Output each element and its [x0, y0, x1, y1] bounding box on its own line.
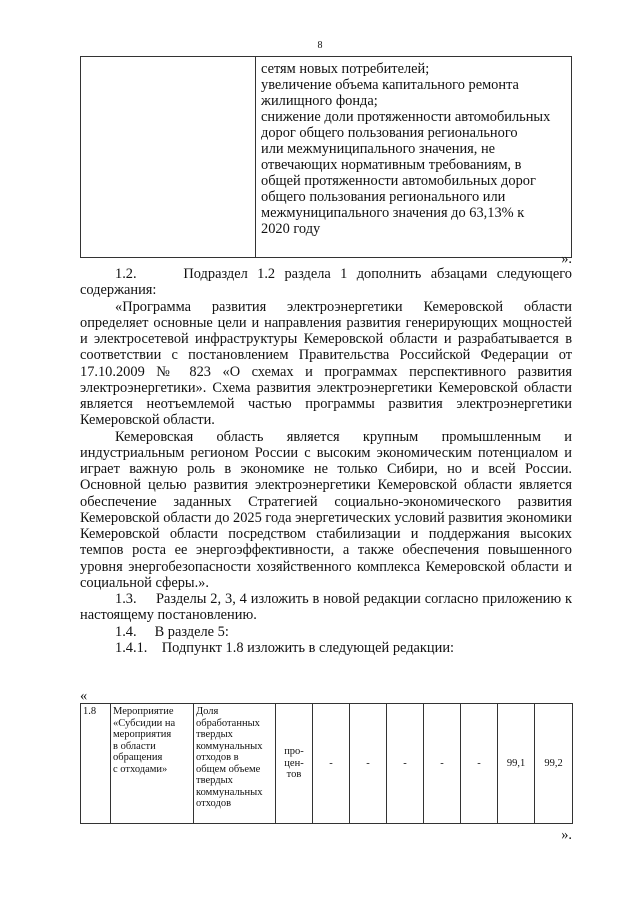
table-line: дорог общего пользования регионального — [261, 125, 518, 141]
continued-table-right-cell — [256, 57, 572, 258]
table-line: отвечающих нормативным требованиям, в — [261, 157, 522, 173]
table-line: общего пользования регионального или — [261, 189, 506, 205]
table-row — [81, 704, 573, 824]
continued-table-left-cell — [81, 57, 256, 258]
table-line: жилищного фонда; — [261, 93, 378, 109]
paragraph-1-2: 1.2. Подраздел 1.2 раздела 1 дополнить абзацами следующего содержания: — [80, 266, 572, 299]
paragraph-1-4: 1.4. В разделе 5: — [115, 623, 229, 640]
opening-quote: « — [80, 688, 88, 704]
indicator-name-cell: Доля обработанных твердых коммунальных отходов в общем объеме твердых коммунальных отходов — [194, 704, 276, 824]
closing-quote: ». — [561, 251, 572, 267]
table-line: увеличение объема капитального ремонта — [261, 77, 519, 93]
page-number: 8 — [317, 40, 323, 51]
indicator-table — [80, 703, 573, 824]
paragraph-region: Кемеровская область является крупным промышленным и индустриальным регионом России с высоким экономическим потенциалом и играет важную роль в экономике не только Сибири, но и всей России. Основной целью развития электроэнергетики Кемеровской области является обеспечение заданных Стратегией социально-экономического развития Кемеровской области до 2025 года энергетических условий развития экономики Кемеровской области посредством стабилизации и поддержания высоких темпов роста ее энергоэффективности, а также обеспечения повышенного уровня энергобезопасности хозяйственного комплекса Кемеровской области и социальной сферы.». — [80, 428, 572, 591]
value-cell: - — [313, 704, 350, 824]
table-line: 2020 году — [261, 221, 321, 237]
value-cell: - — [424, 704, 461, 824]
closing-quote: ». — [561, 827, 572, 843]
table-line: общей протяженности автомобильных дорог — [261, 173, 536, 189]
table-line: снижение доли протяженности автомобильных — [261, 109, 551, 125]
value-cell: 99,1 — [498, 704, 535, 824]
event-name-cell: Мероприятие «Субсидии на мероприятия в области обращения с отходами» — [111, 704, 194, 824]
value-cell: - — [387, 704, 424, 824]
paragraph-1-4-1: 1.4.1. Подпункт 1.8 изложить в следующей редакции: — [115, 639, 455, 656]
paragraph-1-3: 1.3. Разделы 2, 3, 4 изложить в новой редакции согласно приложению к настоящему постановлению. — [80, 591, 572, 624]
table-line: сетям новых потребителей; — [261, 61, 430, 77]
value-cell: 99,2 — [535, 704, 573, 824]
unit-cell: про- цен- тов — [276, 704, 313, 824]
document-body — [80, 266, 572, 656]
paragraph-program: «Программа развития электроэнергетики Кемеровской области определяет основные цели и направления развития генерирующих мощностей и электросетевой инфраструктуры Кемеровской области и разрабатывается в соответствии с постановлением Правительства Российской Федерации от 17.10.2009 № 823 «О схемах и программах перспективного развития электроэнергетики». Схема развития электроэнергетики Кемеровской области является неотъемлемой частью программы развития электроэнергетики Кемеровской области. — [80, 298, 572, 429]
row-number-cell: 1.8 — [81, 704, 111, 824]
table-line: или межмуниципального значения, не — [261, 141, 496, 157]
value-cell: - — [350, 704, 387, 824]
value-cell: - — [461, 704, 498, 824]
table-line: межмуниципального значения до 63,13% к — [261, 205, 525, 221]
continued-table — [80, 56, 572, 258]
